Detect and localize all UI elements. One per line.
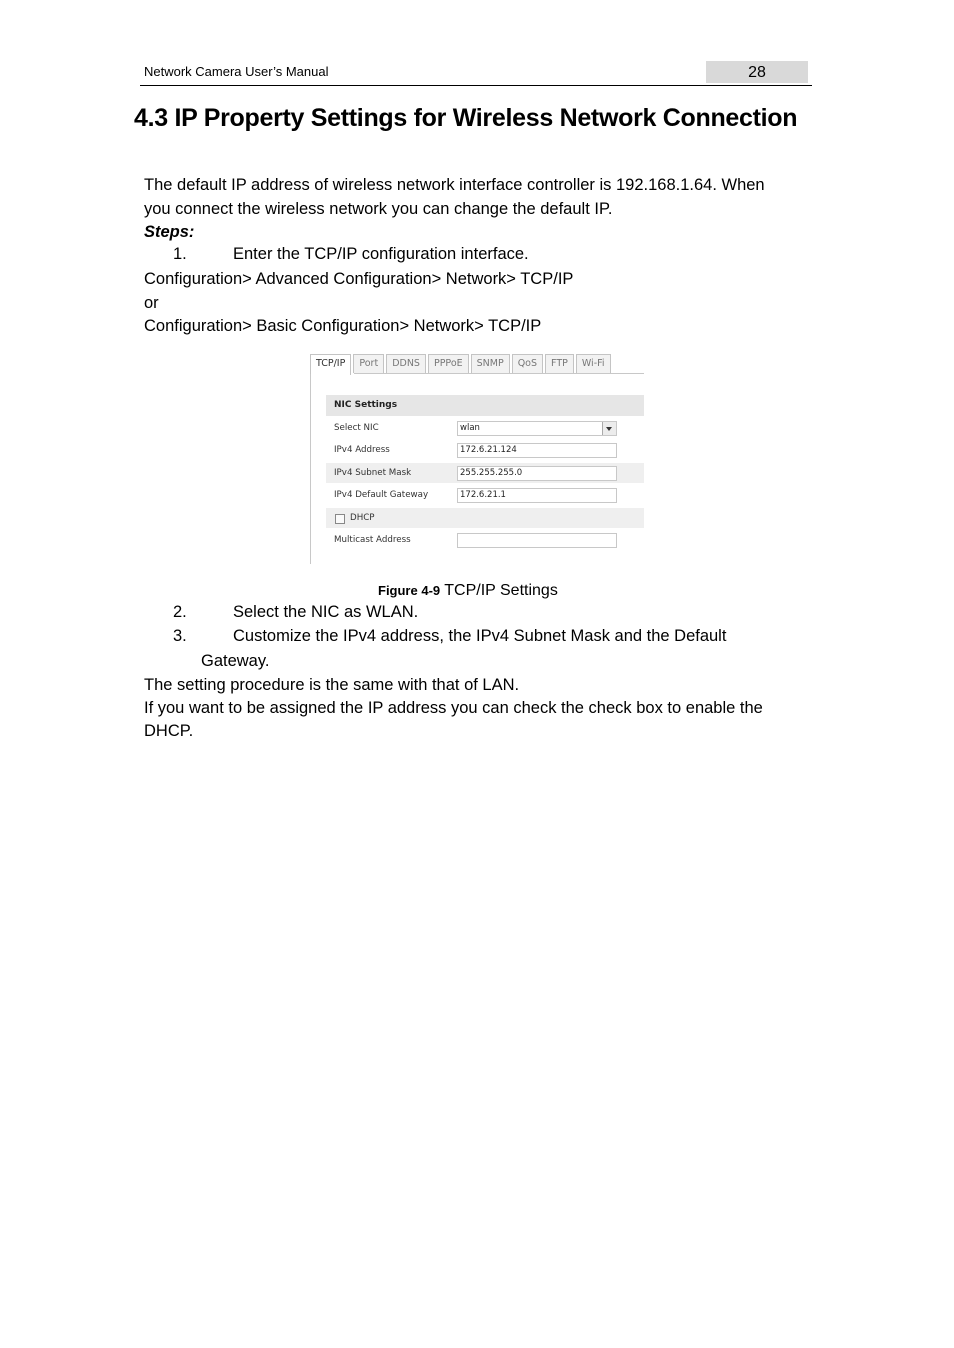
step-2-number: 2.: [173, 603, 187, 621]
tcpip-settings-figure: [310, 352, 644, 564]
outro-line-3: DHCP.: [144, 722, 194, 740]
panel-border: [310, 374, 311, 564]
step-1-number: 1.: [173, 245, 187, 263]
ipv4-gateway-row: [326, 485, 644, 505]
outro-line-2: If you want to be assigned the IP address you can check the check box to enable the: [144, 699, 763, 717]
ipv4-subnet-input[interactable]: 255.255.255.0: [457, 466, 617, 481]
header-divider: [140, 85, 812, 86]
select-nic-value: wlan: [460, 423, 480, 433]
multicast-input[interactable]: [457, 533, 617, 548]
select-nic-label: Select NIC: [334, 423, 379, 433]
ipv4-gateway-input[interactable]: 172.6.21.1: [457, 488, 617, 503]
or-text: or: [144, 294, 159, 312]
page-number: 28: [706, 61, 808, 83]
steps-label: Steps:: [144, 223, 195, 241]
config-path-advanced: Configuration> Advanced Configuration> Network> TCP/IP: [144, 270, 574, 288]
dhcp-label: DHCP: [350, 513, 375, 523]
figure-caption: [378, 582, 558, 600]
tab-pppoe[interactable]: PPPoE: [428, 354, 469, 373]
select-nic-dropdown[interactable]: [457, 421, 617, 436]
tab-ftp[interactable]: FTP: [545, 354, 574, 373]
intro-line-1: The default IP address of wireless network interface controller is 192.168.1.64. When: [144, 176, 765, 194]
outro-line-1: The setting procedure is the same with that of LAN.: [144, 676, 520, 694]
step-2-text: Select the NIC as WLAN.: [233, 603, 419, 621]
step-1-text: Enter the TCP/IP configuration interface.: [233, 245, 529, 263]
dhcp-checkbox[interactable]: [335, 514, 345, 524]
manual-title: Network Camera User’s Manual: [144, 64, 329, 79]
tab-qos[interactable]: QoS: [512, 354, 543, 373]
select-nic-row: [326, 418, 644, 438]
ipv4-address-row: [326, 440, 644, 460]
chevron-down-icon[interactable]: [602, 422, 616, 435]
intro-line-2: you connect the wireless network you can change the default IP.: [144, 200, 613, 218]
tab-ddns[interactable]: DDNS: [386, 354, 426, 373]
tab-snmp[interactable]: SNMP: [471, 354, 510, 373]
ipv4-address-label: IPv4 Address: [334, 445, 390, 455]
step-3-continuation: Gateway.: [201, 652, 270, 670]
figure-title: TCP/IP Settings: [440, 582, 558, 599]
multicast-label: Multicast Address: [334, 535, 411, 545]
nic-settings-title: NIC Settings: [326, 395, 644, 416]
settings-tabs: [310, 354, 613, 374]
multicast-row: [326, 530, 644, 550]
dhcp-row: [326, 508, 644, 528]
tab-tcpip[interactable]: TCP/IP: [310, 354, 351, 375]
ipv4-gateway-label: IPv4 Default Gateway: [334, 490, 429, 500]
config-path-basic: Configuration> Basic Configuration> Network> TCP/IP: [144, 317, 542, 335]
tab-underline: [354, 373, 644, 374]
tab-port[interactable]: Port: [353, 354, 384, 373]
ipv4-subnet-row: [326, 463, 644, 483]
step-3-text: Customize the IPv4 address, the IPv4 Subnet Mask and the Default: [233, 627, 727, 645]
ipv4-subnet-label: IPv4 Subnet Mask: [334, 468, 412, 478]
tab-wifi[interactable]: Wi-Fi: [576, 354, 611, 373]
ipv4-address-input[interactable]: 172.6.21.124: [457, 443, 617, 458]
section-heading: 4.3 IP Property Settings for Wireless Network Connection: [134, 104, 798, 132]
step-3-number: 3.: [173, 627, 187, 645]
figure-number: Figure 4-9: [378, 583, 441, 598]
